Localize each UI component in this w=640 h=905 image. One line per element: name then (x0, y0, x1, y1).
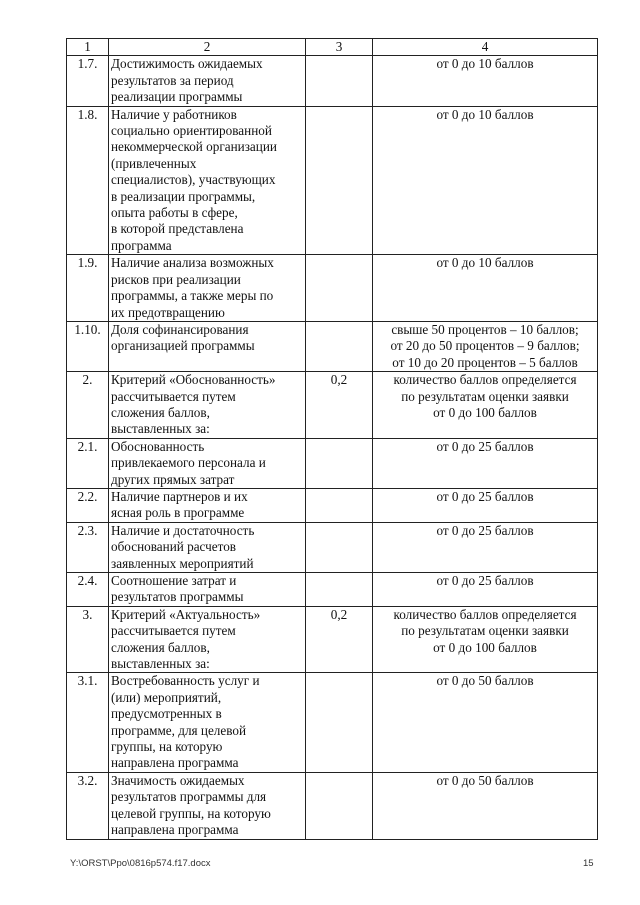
criterion-line: Значимость ожидаемых (111, 772, 245, 788)
weight-cell: 0,2 (306, 372, 373, 439)
criterion-line: выставленных за: (111, 421, 210, 437)
score-cell (373, 321, 598, 371)
row-number: 1.10. (67, 321, 109, 371)
criterion-line: некоммерческой организации (111, 139, 277, 155)
criterion-line: их предотвращению (111, 304, 225, 320)
table-row (67, 606, 598, 673)
page-number: 15 (583, 858, 594, 869)
criterion-line: сложения баллов, (111, 404, 210, 420)
score-line: от 0 до 25 баллов (436, 438, 534, 454)
score-cell (373, 772, 598, 839)
table-row (67, 321, 598, 371)
score-cell (373, 438, 598, 488)
score-cell (373, 573, 598, 607)
table-row (67, 673, 598, 772)
weight-cell (306, 106, 373, 255)
score-line: от 0 до 100 баллов (433, 639, 537, 655)
score-cell (373, 673, 598, 772)
criterion-line: привлекаемого персонала и (111, 455, 266, 471)
criterion-cell (109, 488, 306, 522)
criterion-line: организацией программы (111, 338, 255, 354)
criterion-line: направлена программа (111, 755, 239, 771)
table-row (67, 106, 598, 255)
weight-cell (306, 772, 373, 839)
score-line: по результатам оценки заявки (401, 388, 569, 404)
criterion-cell (109, 673, 306, 772)
criterion-line: направлена программа (111, 822, 239, 838)
criterion-line: Наличие у работников (111, 106, 237, 122)
score-line: от 0 до 100 баллов (433, 404, 537, 420)
criterion-line: Критерий «Актуальность» (111, 606, 261, 622)
table-row (67, 522, 598, 572)
score-cell (373, 56, 598, 106)
table-row (67, 56, 598, 106)
score-line: от 0 до 25 баллов (436, 573, 534, 588)
score-line: от 0 до 10 баллов (436, 56, 534, 72)
score-line: от 0 до 25 баллов (436, 522, 534, 538)
criterion-line: Доля софинансирования (111, 321, 249, 337)
weight-cell: 0,2 (306, 606, 373, 673)
weight-cell (306, 573, 373, 607)
row-number: 2.1. (67, 438, 109, 488)
score-cell (373, 606, 598, 673)
criterion-cell (109, 106, 306, 255)
score-line: от 0 до 10 баллов (436, 106, 534, 122)
criterion-line: реализации программы (111, 89, 243, 105)
criterion-line: опыта работы в сфере, (111, 205, 238, 221)
criterion-line: сложения баллов, (111, 639, 210, 655)
score-line: по результатам оценки заявки (401, 623, 569, 639)
criterion-line: Соотношение затрат и (111, 573, 237, 588)
weight-cell (306, 522, 373, 572)
criterion-line: Наличие партнеров и их (111, 488, 248, 504)
criterion-line: Критерий «Обоснованность» (111, 372, 276, 388)
score-line: свыше 50 процентов – 10 баллов; (391, 321, 579, 337)
score-line: от 0 до 10 баллов (436, 255, 534, 271)
score-cell (373, 522, 598, 572)
footer-file-path: Y:\ORST\Ppo\0816p574.f17.docx (70, 858, 211, 869)
header-cell-3: 3 (306, 39, 373, 56)
criterion-cell (109, 56, 306, 106)
header-cell-1: 1 (67, 39, 109, 56)
criterion-cell (109, 772, 306, 839)
criterion-line: (или) мероприятий, (111, 689, 222, 705)
criterion-line: программы, а также меры по (111, 288, 274, 304)
score-cell (373, 488, 598, 522)
criterion-line: обоснований расчетов (111, 539, 237, 555)
criterion-line: результатов за период (111, 72, 234, 88)
score-line: от 0 до 50 баллов (436, 772, 534, 788)
criterion-line: рисков при реализации (111, 271, 241, 287)
criterion-cell (109, 438, 306, 488)
criterion-line: Наличие анализа возможных (111, 255, 274, 271)
criteria-table (66, 38, 598, 840)
criterion-cell (109, 372, 306, 439)
criterion-line: социально ориентированной (111, 123, 272, 139)
criterion-line: Востребованность услуг и (111, 673, 260, 689)
criterion-line: программе, для целевой (111, 722, 247, 738)
criterion-line: рассчитывается путем (111, 388, 236, 404)
score-line: количество баллов определяется (393, 372, 577, 388)
row-number: 2.3. (67, 522, 109, 572)
table-header-row (67, 39, 598, 56)
row-number: 1.7. (67, 56, 109, 106)
criterion-line: заявленных мероприятий (111, 555, 254, 571)
criterion-line: результатов программы для (111, 789, 267, 805)
criterion-cell (109, 606, 306, 673)
criterion-line: ясная роль в программе (111, 505, 245, 521)
score-line: от 10 до 20 процентов – 5 баллов (392, 354, 578, 370)
table-row (67, 372, 598, 439)
criterion-cell (109, 573, 306, 607)
criterion-line: Достижимость ожидаемых (111, 56, 263, 72)
row-number: 2. (67, 372, 109, 439)
criterion-line: других прямых затрат (111, 471, 235, 487)
criterion-line: Наличие и достаточность (111, 522, 255, 538)
criterion-cell (109, 522, 306, 572)
row-number: 2.2. (67, 488, 109, 522)
weight-cell (306, 673, 373, 772)
table-row (67, 772, 598, 839)
score-line: от 20 до 50 процентов – 9 баллов; (390, 338, 580, 354)
row-number: 2.4. (67, 573, 109, 607)
criterion-line: выставленных за: (111, 656, 210, 672)
header-cell-4: 4 (373, 39, 598, 56)
score-cell (373, 372, 598, 439)
score-cell (373, 106, 598, 255)
score-line: количество баллов определяется (393, 606, 577, 622)
weight-cell (306, 56, 373, 106)
criterion-line: в реализации программы, (111, 188, 256, 204)
score-line: от 0 до 25 баллов (436, 488, 534, 504)
criterion-line: программа (111, 237, 172, 253)
table-row (67, 255, 598, 322)
row-number: 3. (67, 606, 109, 673)
criterion-line: предусмотренных в (111, 706, 222, 722)
criterion-cell (109, 321, 306, 371)
weight-cell (306, 255, 373, 322)
row-number: 3.1. (67, 673, 109, 772)
criterion-line: группы, на которую (111, 739, 223, 755)
criterion-line: рассчитывается путем (111, 623, 236, 639)
criterion-line: результатов программы (111, 589, 244, 605)
score-cell (373, 255, 598, 322)
header-cell-2: 2 (109, 39, 306, 56)
criterion-line: специалистов), участвующих (111, 172, 276, 188)
table-row (67, 488, 598, 522)
table-row (67, 438, 598, 488)
weight-cell (306, 321, 373, 371)
criterion-cell (109, 255, 306, 322)
table-row (67, 573, 598, 607)
row-number: 1.9. (67, 255, 109, 322)
criterion-line: целевой группы, на которую (111, 805, 271, 821)
row-number: 1.8. (67, 106, 109, 255)
weight-cell (306, 438, 373, 488)
weight-cell (306, 488, 373, 522)
criterion-line: в которой представлена (111, 221, 244, 237)
criterion-line: Обоснованность (111, 438, 205, 454)
score-line: от 0 до 50 баллов (436, 673, 534, 689)
criterion-line: (привлеченных (111, 155, 197, 171)
row-number: 3.2. (67, 772, 109, 839)
